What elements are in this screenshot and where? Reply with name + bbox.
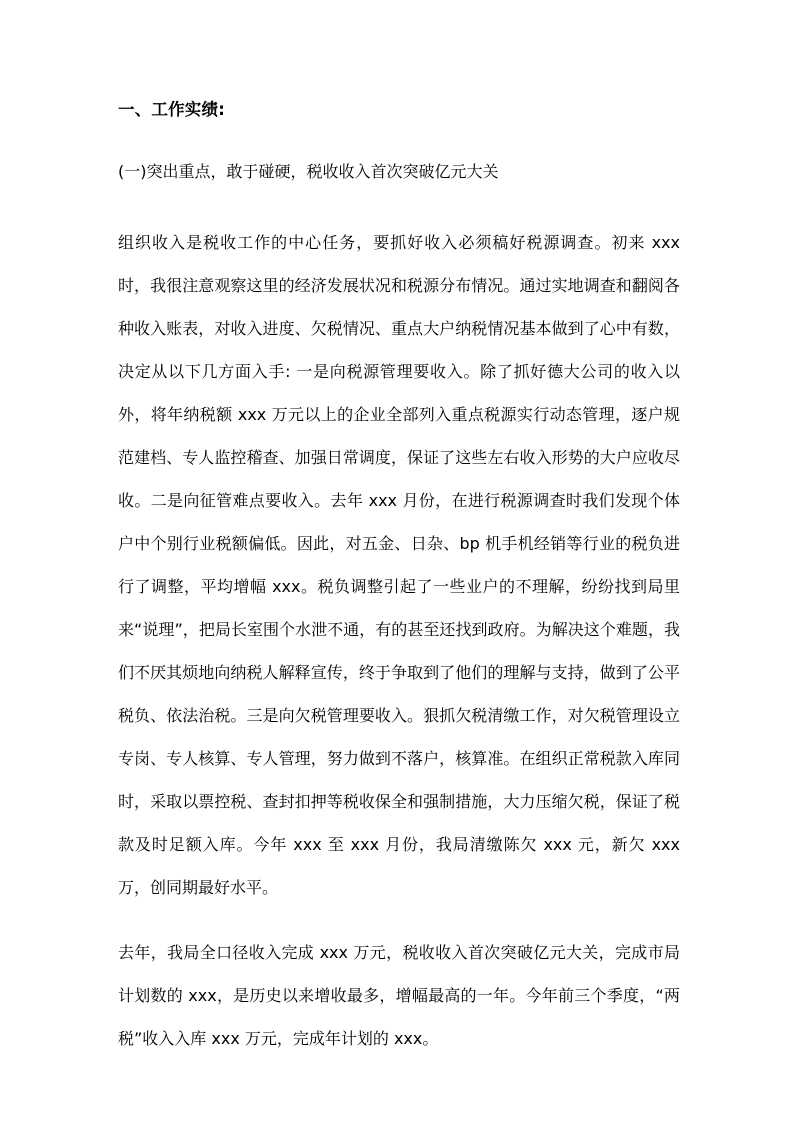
document-content bbox=[118, 97, 680, 1060]
body-paragraph: 组织收入是税收工作的中心任务，要抓好收入必须稿好税源调查。初来 xxx 时，我很注意观察这里的经济发展状况和税源分布情况。通过实地调查和翻阅各种收入账表，对收入进度、欠税情况、重点大户纳税情况基本做到了心中有数，决定从以下几方面入手: 一是向税源管理要收入。除了抓好德大公司的收入以外，将年纳税额 xxx 万元以上的企业全部列入重点税源实行动态管理，逐户规范建档、专人监控稽查、加强日常调度，保证了这些左右收入形势的大户应收尽收。二是向征管难点要收入。去年 xxx 月份，在进行税源调查时我们发现个体户中个别行业税额偏低。因此，对五金、日杂、bp 机手机经销等行业的税负进行了调整，平均增幅 xxx。税负调整引起了一些业户的不理解，纷纷找到局里来“说理”，把局长室围个水泄不通，有的甚至还找到政府。为解决这个难题，我们不厌其烦地向纳税人解释宣传，终于争取到了他们的理解与支持，做到了公平税负、依法治税。三是向欠税管理要收入。狠抓欠税清缴工作，对欠税管理设立专岗、专人核算、专人管理，努力做到不落户，核算准。在组织正常税款入库同时，采取以票控税、查封扣押等税收保全和强制措施，大力压缩欠税，保证了税款及时足额入库。今年 xxx 至 xxx 月份，我局清缴陈欠 xxx 元，新欠 xxx 万，创同期最好水平。 bbox=[118, 233, 680, 897]
section-heading: 一、工作实绩: bbox=[118, 100, 225, 119]
subsection-heading: (一)突出重点，敢于碰硬，税收收入首次突破亿元大关 bbox=[118, 162, 499, 181]
body-paragraph: 去年，我局全口径收入完成 xxx 万元，税收收入首次突破亿元大关，完成市局计划数的 xxx，是历史以来增收最多，增幅最高的一年。今年前三个季度，“两税”收入入库 xxx 万元，完成年计划的 xxx。 bbox=[118, 943, 680, 1048]
